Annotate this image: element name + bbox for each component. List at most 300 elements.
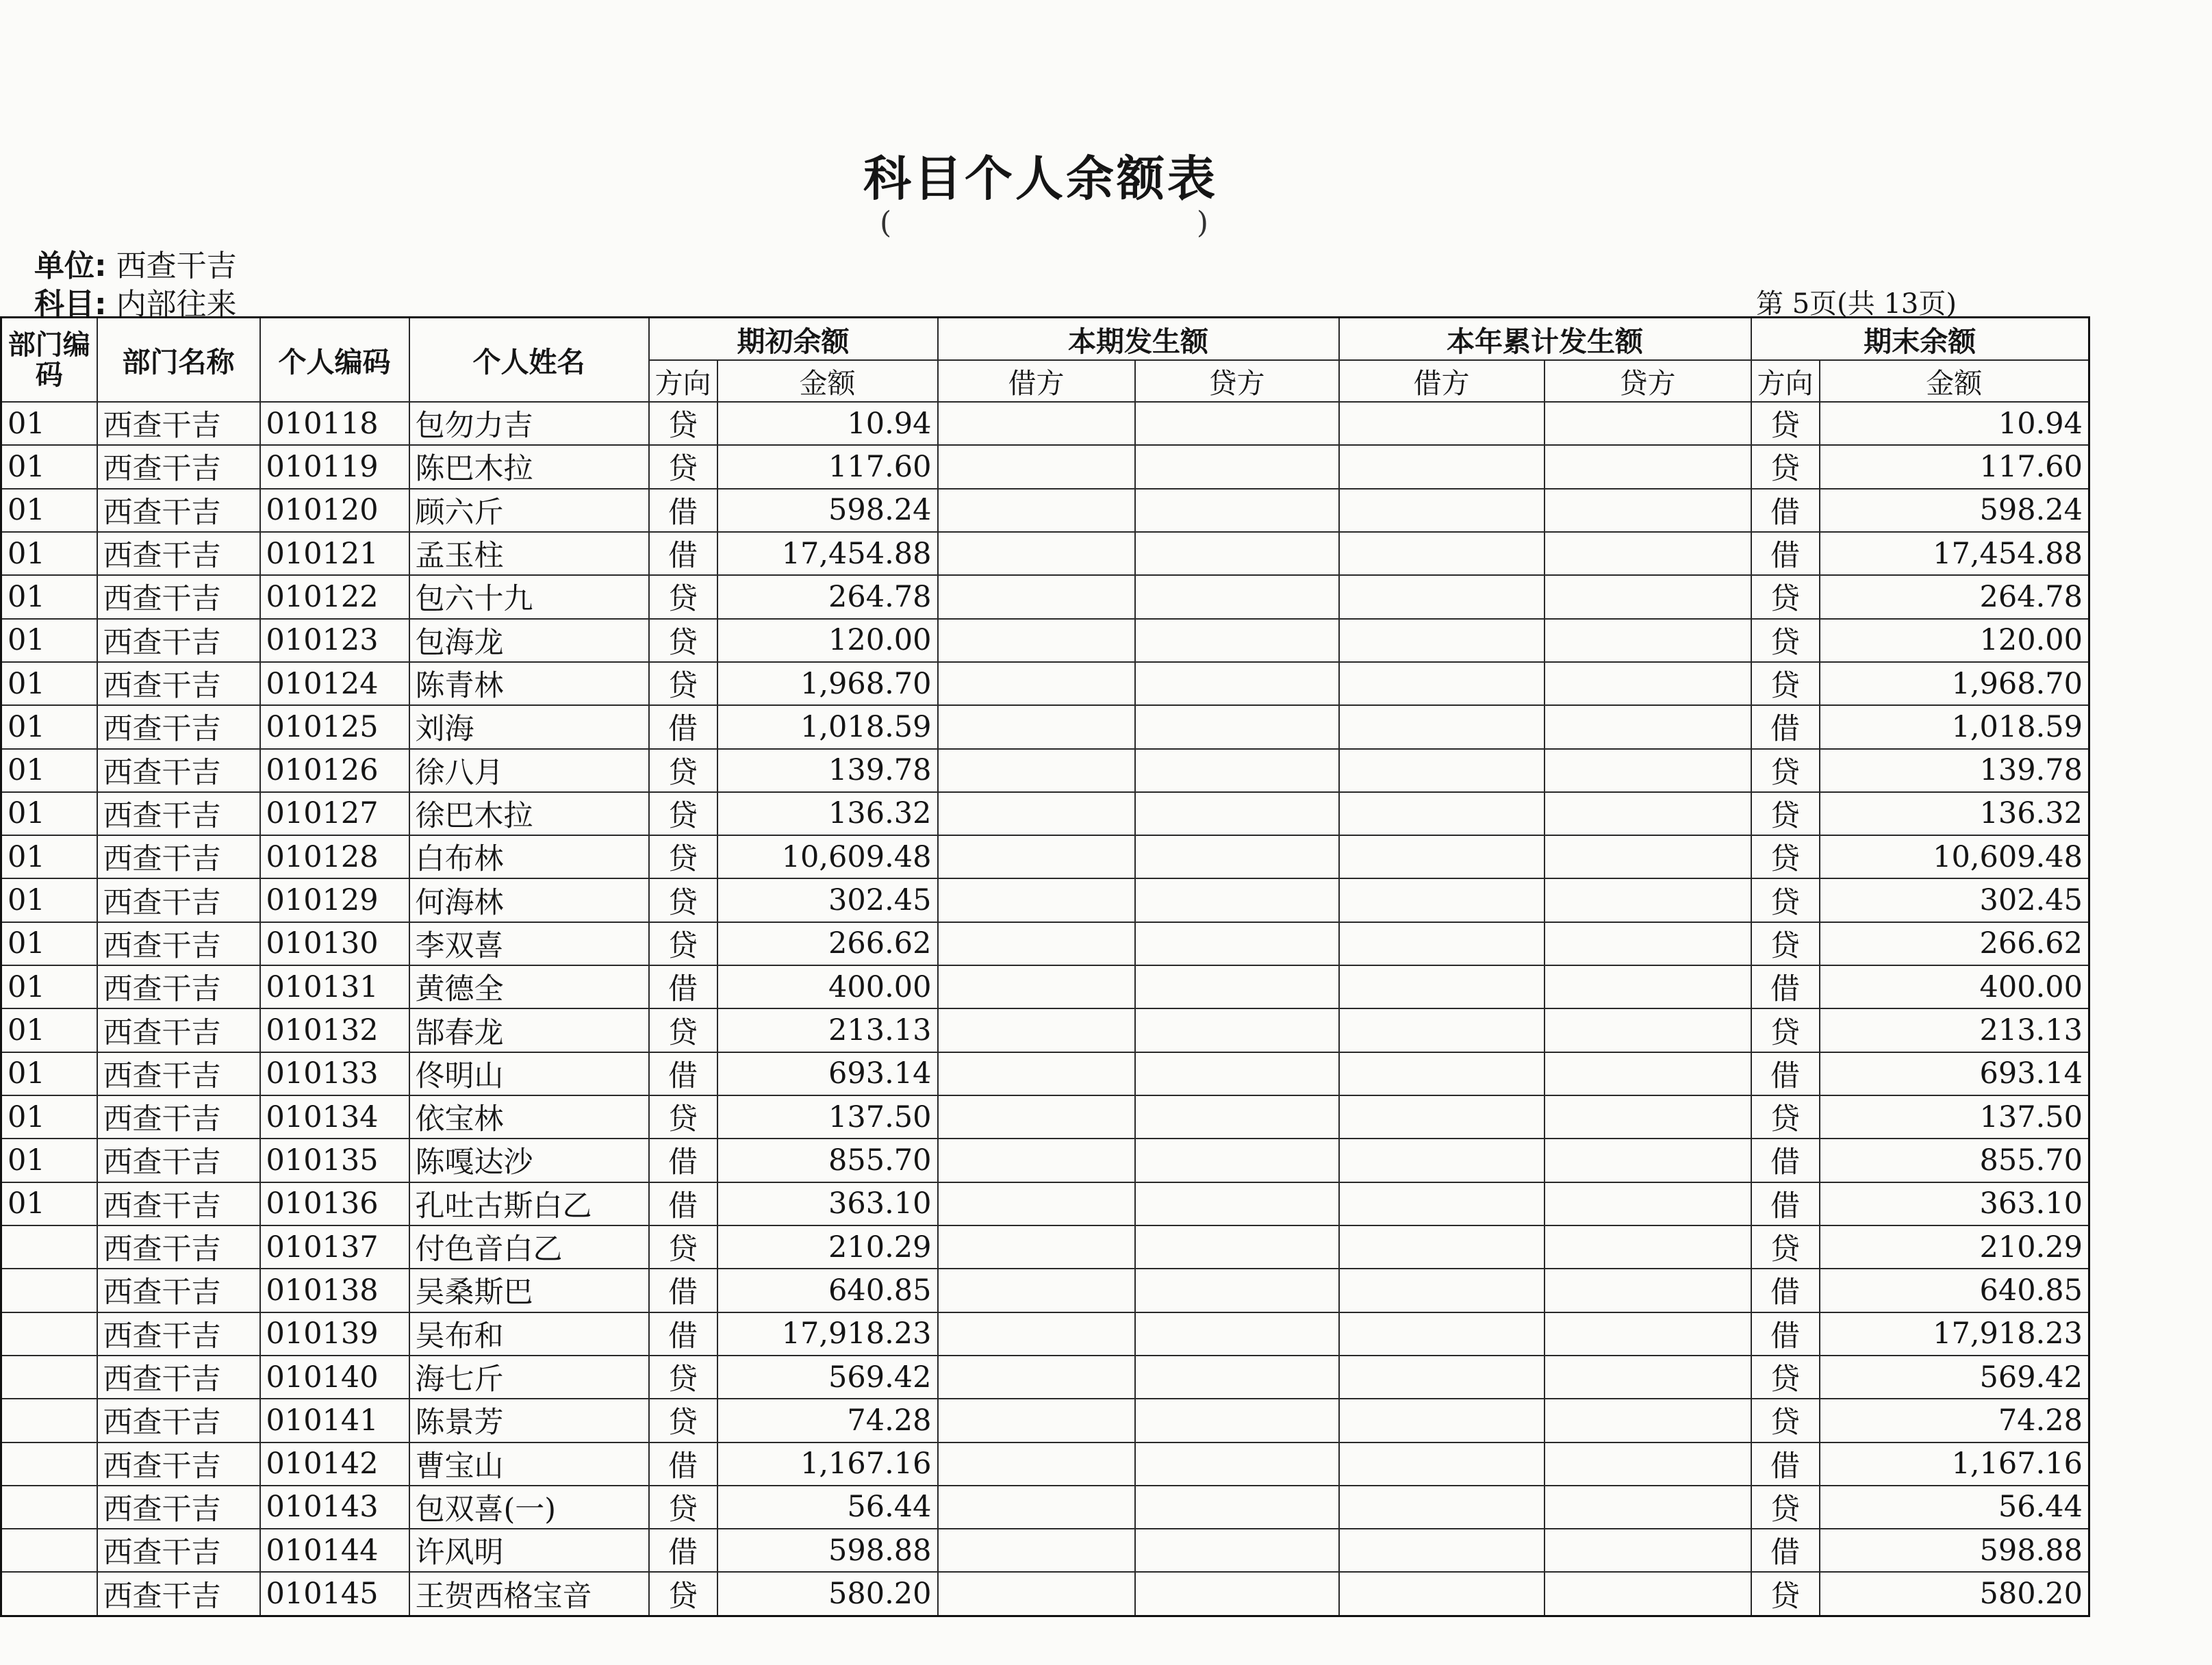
close-amount-cell: 363.10 [1820, 1182, 2089, 1225]
close-direction-cell: 借 [1751, 1269, 1820, 1312]
ytd-debit-cell [1339, 1269, 1544, 1312]
dept-code-cell: 01 [1, 1052, 97, 1095]
open-amount-cell: 117.60 [717, 445, 938, 488]
close-direction-cell: 借 [1751, 1139, 1820, 1182]
current-debit-cell [938, 489, 1135, 532]
dept-name-cell: 西查干吉 [97, 835, 260, 878]
dept-code-cell: 01 [1, 402, 97, 445]
person-code-cell: 010135 [260, 1139, 409, 1182]
ytd-credit-cell [1544, 1139, 1751, 1182]
open-amount-cell: 400.00 [717, 965, 938, 1008]
header-row-1 [1, 318, 2089, 361]
open-direction-cell: 贷 [649, 1225, 717, 1269]
current-debit-cell [938, 662, 1135, 705]
dept-name-cell: 西查干吉 [97, 1529, 260, 1572]
header-open-amount: 金额 [717, 360, 938, 402]
person-name-cell: 包勿力吉 [409, 402, 649, 445]
dept-code-cell [1, 1356, 97, 1399]
close-direction-cell: 贷 [1751, 1225, 1820, 1269]
ytd-debit-cell [1339, 1182, 1544, 1225]
open-amount-cell: 10.94 [717, 402, 938, 445]
current-credit-cell [1135, 1356, 1339, 1399]
current-debit-cell [938, 1312, 1135, 1356]
header-close-amount: 金额 [1820, 360, 2089, 402]
ytd-credit-cell [1544, 749, 1751, 792]
close-amount-cell: 855.70 [1820, 1139, 2089, 1182]
dept-name-cell: 西查干吉 [97, 575, 260, 618]
current-debit-cell [938, 792, 1135, 835]
open-amount-cell: 598.24 [717, 489, 938, 532]
table-row [1, 878, 2089, 922]
ytd-debit-cell [1339, 1095, 1544, 1139]
person-code-cell: 010120 [260, 489, 409, 532]
current-credit-cell [1135, 1486, 1339, 1529]
ytd-credit-cell [1544, 1399, 1751, 1442]
person-code-cell: 010138 [260, 1269, 409, 1312]
open-direction-cell: 贷 [649, 575, 717, 618]
current-credit-cell [1135, 1529, 1339, 1572]
person-name-cell: 依宝林 [409, 1095, 649, 1139]
dept-name-cell: 西查干吉 [97, 1572, 260, 1616]
open-amount-cell: 264.78 [717, 575, 938, 618]
ytd-debit-cell [1339, 1139, 1544, 1182]
person-code-cell: 010134 [260, 1095, 409, 1139]
current-credit-cell [1135, 575, 1339, 618]
person-name-cell: 陈嘎达沙 [409, 1139, 649, 1182]
open-direction-cell: 借 [649, 705, 717, 748]
person-code-cell: 010133 [260, 1052, 409, 1095]
ytd-debit-cell [1339, 922, 1544, 965]
open-direction-cell: 借 [649, 532, 717, 575]
close-amount-cell: 74.28 [1820, 1399, 2089, 1442]
dept-code-cell: 01 [1, 1182, 97, 1225]
person-code-cell: 010125 [260, 705, 409, 748]
current-credit-cell [1135, 1442, 1339, 1486]
person-name-cell: 郜春龙 [409, 1008, 649, 1052]
dept-code-cell [1, 1486, 97, 1529]
open-direction-cell: 贷 [649, 1572, 717, 1616]
table-row [1, 922, 2089, 965]
ytd-credit-cell [1544, 1008, 1751, 1052]
ytd-debit-cell [1339, 1442, 1544, 1486]
table-row [1, 965, 2089, 1008]
ytd-debit-cell [1339, 705, 1544, 748]
current-debit-cell [938, 445, 1135, 488]
ytd-credit-cell [1544, 402, 1751, 445]
header-ytd-debit: 借方 [1339, 360, 1544, 402]
header-year-to-date: 本年累计发生额 [1339, 318, 1751, 361]
open-direction-cell: 贷 [649, 1486, 717, 1529]
person-name-cell: 曹宝山 [409, 1442, 649, 1486]
current-debit-cell [938, 878, 1135, 922]
current-debit-cell [938, 532, 1135, 575]
ytd-credit-cell [1544, 1312, 1751, 1356]
current-debit-cell [938, 749, 1135, 792]
current-credit-cell [1135, 619, 1339, 662]
open-amount-cell: 210.29 [717, 1225, 938, 1269]
ytd-debit-cell [1339, 878, 1544, 922]
dept-code-cell [1, 1442, 97, 1486]
person-name-cell: 佟明山 [409, 1052, 649, 1095]
person-code-cell: 010121 [260, 532, 409, 575]
close-amount-cell: 264.78 [1820, 575, 2089, 618]
close-amount-cell: 266.62 [1820, 922, 2089, 965]
header-current-period: 本期发生额 [938, 318, 1339, 361]
person-code-cell: 010142 [260, 1442, 409, 1486]
person-name-cell: 付色音白乙 [409, 1225, 649, 1269]
dept-code-cell [1, 1312, 97, 1356]
current-debit-cell [938, 1529, 1135, 1572]
ytd-credit-cell [1544, 1269, 1751, 1312]
table-row [1, 1529, 2089, 1572]
person-code-cell: 010118 [260, 402, 409, 445]
table-row [1, 619, 2089, 662]
close-direction-cell: 贷 [1751, 1356, 1820, 1399]
dept-code-cell: 01 [1, 792, 97, 835]
dept-code-cell: 01 [1, 1008, 97, 1052]
person-code-cell: 010122 [260, 575, 409, 618]
table-row [1, 1572, 2089, 1616]
person-code-cell: 010119 [260, 445, 409, 488]
person-name-cell: 吴桑斯巴 [409, 1269, 649, 1312]
person-code-cell: 010140 [260, 1356, 409, 1399]
current-debit-cell [938, 1486, 1135, 1529]
dept-name-cell: 西查干吉 [97, 1008, 260, 1052]
current-credit-cell [1135, 705, 1339, 748]
person-code-cell: 010132 [260, 1008, 409, 1052]
close-direction-cell: 借 [1751, 1442, 1820, 1486]
person-name-cell: 孔吐古斯白乙 [409, 1182, 649, 1225]
close-direction-cell: 贷 [1751, 749, 1820, 792]
current-credit-cell [1135, 1225, 1339, 1269]
dept-name-cell: 西查干吉 [97, 1182, 260, 1225]
page-info: 第 5页(共 13页) [1756, 288, 1957, 320]
open-amount-cell: 139.78 [717, 749, 938, 792]
person-code-cell: 010143 [260, 1486, 409, 1529]
ytd-credit-cell [1544, 445, 1751, 488]
ytd-credit-cell [1544, 1095, 1751, 1139]
dept-name-cell: 西查干吉 [97, 619, 260, 662]
dept-name-cell: 西查干吉 [97, 1225, 260, 1269]
subject-label: 科目: [34, 287, 107, 322]
current-debit-cell [938, 1399, 1135, 1442]
current-credit-cell [1135, 792, 1339, 835]
table-row [1, 402, 2089, 445]
close-direction-cell: 贷 [1751, 1008, 1820, 1052]
open-amount-cell: 569.42 [717, 1356, 938, 1399]
dept-name-cell: 西查干吉 [97, 1442, 260, 1486]
dept-code-cell: 01 [1, 749, 97, 792]
ytd-credit-cell [1544, 1572, 1751, 1616]
current-credit-cell [1135, 402, 1339, 445]
ledger-table [0, 316, 2090, 1617]
table-row [1, 1139, 2089, 1182]
table-row [1, 445, 2089, 488]
open-amount-cell: 693.14 [717, 1052, 938, 1095]
open-direction-cell: 贷 [649, 1008, 717, 1052]
close-direction-cell: 借 [1751, 532, 1820, 575]
close-direction-cell: 贷 [1751, 575, 1820, 618]
close-direction-cell: 贷 [1751, 792, 1820, 835]
open-direction-cell: 贷 [649, 835, 717, 878]
open-amount-cell: 17,918.23 [717, 1312, 938, 1356]
open-direction-cell: 借 [649, 1312, 717, 1356]
dept-name-cell: 西查干吉 [97, 965, 260, 1008]
table-row [1, 1486, 2089, 1529]
person-name-cell: 王贺西格宝音 [409, 1572, 649, 1616]
ytd-credit-cell [1544, 878, 1751, 922]
dept-name-cell: 西查干吉 [97, 749, 260, 792]
close-direction-cell: 贷 [1751, 1095, 1820, 1139]
ytd-credit-cell [1544, 835, 1751, 878]
open-amount-cell: 1,018.59 [717, 705, 938, 748]
page-subtitle [880, 205, 1208, 240]
table-row [1, 1269, 2089, 1312]
table-row [1, 1008, 2089, 1052]
close-amount-cell: 139.78 [1820, 749, 2089, 792]
close-amount-cell: 10,609.48 [1820, 835, 2089, 878]
dept-code-cell: 01 [1, 922, 97, 965]
ytd-debit-cell [1339, 402, 1544, 445]
dept-code-cell: 01 [1, 1139, 97, 1182]
current-debit-cell [938, 1139, 1135, 1182]
dept-code-cell [1, 1399, 97, 1442]
subject-value: 内部往来 [116, 287, 237, 322]
current-credit-cell [1135, 1269, 1339, 1312]
open-amount-cell: 1,167.16 [717, 1442, 938, 1486]
dept-code-cell: 01 [1, 835, 97, 878]
person-code-cell: 010126 [260, 749, 409, 792]
close-direction-cell: 贷 [1751, 1486, 1820, 1529]
ytd-credit-cell [1544, 662, 1751, 705]
ytd-debit-cell [1339, 1052, 1544, 1095]
header-person-code: 个人编码 [260, 318, 409, 403]
ytd-credit-cell [1544, 965, 1751, 1008]
dept-code-cell: 01 [1, 878, 97, 922]
ytd-debit-cell [1339, 792, 1544, 835]
person-name-cell: 陈景芳 [409, 1399, 649, 1442]
open-direction-cell: 借 [649, 489, 717, 532]
person-name-cell: 何海林 [409, 878, 649, 922]
current-credit-cell [1135, 662, 1339, 705]
unit-label: 单位: [34, 249, 107, 283]
dept-code-cell: 01 [1, 532, 97, 575]
header-opening-balance: 期初余额 [649, 318, 938, 361]
current-debit-cell [938, 835, 1135, 878]
dept-name-cell: 西查干吉 [97, 792, 260, 835]
dept-code-cell: 01 [1, 619, 97, 662]
table-row [1, 835, 2089, 878]
table-row [1, 792, 2089, 835]
open-amount-cell: 56.44 [717, 1486, 938, 1529]
current-credit-cell [1135, 922, 1339, 965]
close-amount-cell: 693.14 [1820, 1052, 2089, 1095]
dept-code-cell: 01 [1, 705, 97, 748]
ytd-debit-cell [1339, 662, 1544, 705]
open-amount-cell: 302.45 [717, 878, 938, 922]
close-direction-cell: 贷 [1751, 662, 1820, 705]
person-code-cell: 010141 [260, 1399, 409, 1442]
current-debit-cell [938, 1052, 1135, 1095]
current-debit-cell [938, 619, 1135, 662]
dept-code-cell: 01 [1, 575, 97, 618]
ytd-debit-cell [1339, 575, 1544, 618]
ytd-credit-cell [1544, 619, 1751, 662]
open-amount-cell: 120.00 [717, 619, 938, 662]
ytd-credit-cell [1544, 575, 1751, 618]
ytd-credit-cell [1544, 705, 1751, 748]
current-debit-cell [938, 1095, 1135, 1139]
dept-name-cell: 西查干吉 [97, 445, 260, 488]
close-direction-cell: 借 [1751, 489, 1820, 532]
person-code-cell: 010136 [260, 1182, 409, 1225]
current-credit-cell [1135, 1399, 1339, 1442]
close-amount-cell: 117.60 [1820, 445, 2089, 488]
open-amount-cell: 640.85 [717, 1269, 938, 1312]
person-name-cell: 徐巴木拉 [409, 792, 649, 835]
header-current-debit: 借方 [938, 360, 1135, 402]
dept-name-cell: 西查干吉 [97, 705, 260, 748]
close-amount-cell: 302.45 [1820, 878, 2089, 922]
dept-code-cell: 01 [1, 1095, 97, 1139]
person-code-cell: 010145 [260, 1572, 409, 1616]
dept-name-cell: 西查干吉 [97, 1399, 260, 1442]
close-amount-cell: 580.20 [1820, 1572, 2089, 1616]
dept-name-cell: 西查干吉 [97, 1139, 260, 1182]
ytd-credit-cell [1544, 792, 1751, 835]
open-direction-cell: 借 [649, 1442, 717, 1486]
current-credit-cell [1135, 835, 1339, 878]
open-amount-cell: 1,968.70 [717, 662, 938, 705]
close-amount-cell: 210.29 [1820, 1225, 2089, 1269]
current-credit-cell [1135, 749, 1339, 792]
current-credit-cell [1135, 532, 1339, 575]
person-name-cell: 陈青林 [409, 662, 649, 705]
open-amount-cell: 580.20 [717, 1572, 938, 1616]
current-debit-cell [938, 1442, 1135, 1486]
table-row [1, 662, 2089, 705]
open-direction-cell: 借 [649, 965, 717, 1008]
person-code-cell: 010137 [260, 1225, 409, 1269]
open-amount-cell: 266.62 [717, 922, 938, 965]
person-name-cell: 许风明 [409, 1529, 649, 1572]
open-amount-cell: 136.32 [717, 792, 938, 835]
table-row [1, 532, 2089, 575]
table-row [1, 1356, 2089, 1399]
current-debit-cell [938, 1182, 1135, 1225]
ytd-credit-cell [1544, 1442, 1751, 1486]
current-debit-cell [938, 1356, 1135, 1399]
close-direction-cell: 贷 [1751, 402, 1820, 445]
ytd-credit-cell [1544, 1486, 1751, 1529]
table-row [1, 1225, 2089, 1269]
open-direction-cell: 贷 [649, 749, 717, 792]
close-direction-cell: 借 [1751, 1312, 1820, 1356]
ytd-credit-cell [1544, 922, 1751, 965]
person-name-cell: 徐八月 [409, 749, 649, 792]
header-dept-code: 部门编码 [1, 318, 97, 403]
person-name-cell: 黄德全 [409, 965, 649, 1008]
open-direction-cell: 贷 [649, 445, 717, 488]
dept-code-cell: 01 [1, 662, 97, 705]
open-direction-cell: 借 [649, 1052, 717, 1095]
header-open-direction: 方向 [649, 360, 717, 402]
ledger-body [1, 402, 2089, 1616]
table-row [1, 1312, 2089, 1356]
close-amount-cell: 1,167.16 [1820, 1442, 2089, 1486]
close-direction-cell: 借 [1751, 1529, 1820, 1572]
table-row [1, 749, 2089, 792]
current-credit-cell [1135, 1139, 1339, 1182]
open-direction-cell: 贷 [649, 1356, 717, 1399]
open-direction-cell: 贷 [649, 1095, 717, 1139]
table-row [1, 489, 2089, 532]
header-close-direction: 方向 [1751, 360, 1820, 402]
unit-value: 西查干吉 [116, 249, 237, 283]
close-direction-cell: 贷 [1751, 878, 1820, 922]
ytd-debit-cell [1339, 1572, 1544, 1616]
current-debit-cell [938, 705, 1135, 748]
subtitle-close-paren: ) [1196, 205, 1208, 240]
current-debit-cell [938, 575, 1135, 618]
close-amount-cell: 400.00 [1820, 965, 2089, 1008]
current-credit-cell [1135, 445, 1339, 488]
table-row [1, 1399, 2089, 1442]
ytd-debit-cell [1339, 965, 1544, 1008]
open-amount-cell: 855.70 [717, 1139, 938, 1182]
dept-name-cell: 西查干吉 [97, 532, 260, 575]
current-credit-cell [1135, 965, 1339, 1008]
header-current-credit: 贷方 [1135, 360, 1339, 402]
header-closing-balance: 期末余额 [1751, 318, 2089, 361]
current-credit-cell [1135, 878, 1339, 922]
close-amount-cell: 17,454.88 [1820, 532, 2089, 575]
ytd-debit-cell [1339, 445, 1544, 488]
table-row [1, 1182, 2089, 1225]
close-direction-cell: 贷 [1751, 922, 1820, 965]
person-name-cell: 包双喜(一) [409, 1486, 649, 1529]
ytd-credit-cell [1544, 532, 1751, 575]
table-row [1, 705, 2089, 748]
current-debit-cell [938, 1225, 1135, 1269]
dept-name-cell: 西查干吉 [97, 1269, 260, 1312]
close-direction-cell: 借 [1751, 705, 1820, 748]
open-direction-cell: 借 [649, 1139, 717, 1182]
ytd-debit-cell [1339, 1312, 1544, 1356]
current-debit-cell [938, 402, 1135, 445]
unit-line [34, 241, 237, 285]
current-debit-cell [938, 1572, 1135, 1616]
dept-name-cell: 西查干吉 [97, 1486, 260, 1529]
current-debit-cell [938, 1008, 1135, 1052]
ytd-debit-cell [1339, 1225, 1544, 1269]
close-amount-cell: 640.85 [1820, 1269, 2089, 1312]
close-direction-cell: 贷 [1751, 1399, 1820, 1442]
current-credit-cell [1135, 1052, 1339, 1095]
open-direction-cell: 贷 [649, 792, 717, 835]
close-amount-cell: 569.42 [1820, 1356, 2089, 1399]
open-direction-cell: 借 [649, 1182, 717, 1225]
dept-code-cell [1, 1269, 97, 1312]
dept-name-cell: 西查干吉 [97, 662, 260, 705]
current-credit-cell [1135, 1095, 1339, 1139]
ytd-credit-cell [1544, 1052, 1751, 1095]
person-code-cell: 010144 [260, 1529, 409, 1572]
open-amount-cell: 17,454.88 [717, 532, 938, 575]
ytd-debit-cell [1339, 619, 1544, 662]
ytd-debit-cell [1339, 1008, 1544, 1052]
current-credit-cell [1135, 489, 1339, 532]
